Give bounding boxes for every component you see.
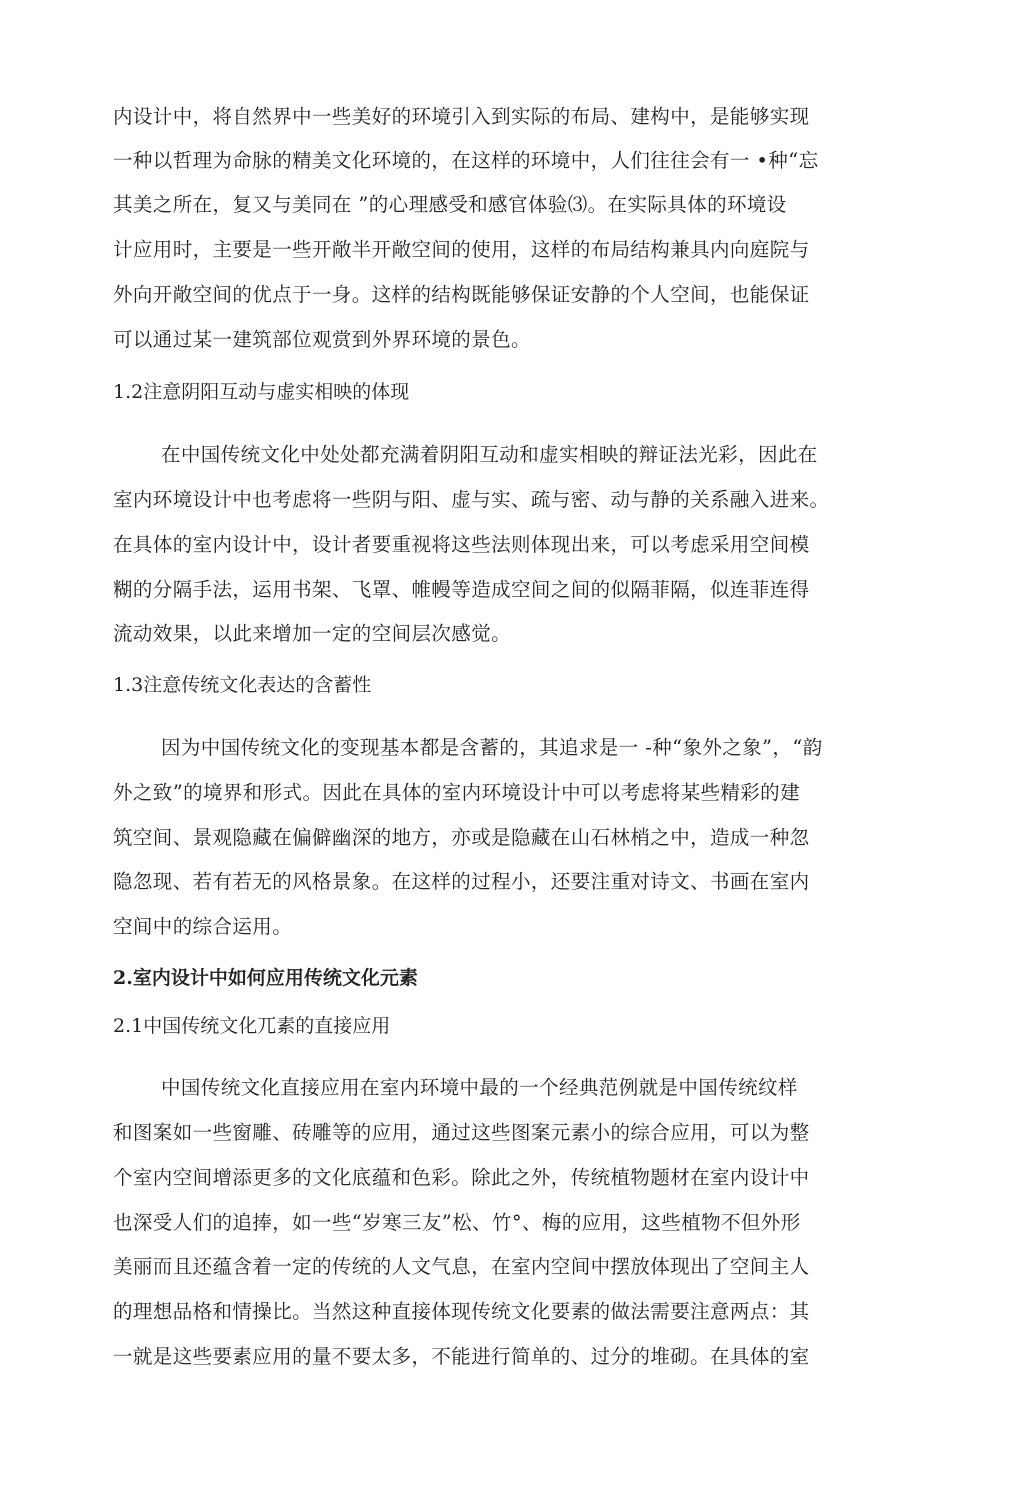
paragraph-line: 个室内空间增添更多的文化底蕴和色彩。除此之外，传统植物题材在室内设计中: [113, 1166, 810, 1189]
paragraph-line: 一种以哲理为命脉的精美文化环境的，在这样的环境中，人们往往会有一 •种“忘: [113, 149, 819, 172]
paragraph-line: 筑空间、景观隐藏在偏僻幽深的地方，亦或是隐藏在山石林梢之中，造成一种忽: [113, 826, 810, 849]
section-heading-1-3: 1.3注意传统文化表达的含蓄性: [113, 674, 372, 696]
paragraph-line: 一就是这些要素应用的量不要太多，不能进行简单的、过分的堆砌。在具体的室: [113, 1345, 810, 1368]
paragraph-line: 在中国传统文化中处处都充满着阴阳互动和虚实相映的辩证法光彩，因此在: [161, 443, 818, 466]
section-heading-1-2: 1.2注意阴阳互动与虚实相映的体现: [113, 381, 410, 403]
paragraph-line: 美丽而且还蕴含着一定的传统的人文气息，在室内空间中摆放体现出了空间主人: [113, 1255, 810, 1278]
paragraph-line: 也深受人们的追捧，如一些“岁寒三友”松、竹°、梅的应用，这些植物不但外形: [113, 1211, 801, 1234]
paragraph-line: 因为中国传统文化的变现基本都是含蓄的，其追求是一 -种“象外之象”，“韵: [161, 736, 823, 759]
paragraph-line: 糊的分隔手法，运用书架、飞罩、帷幔等造成空间之间的似隔菲隔，似连菲连得: [113, 578, 810, 601]
paragraph-line: 其美之所在，复又与美同在 ”的心理感受和感官体验⑶。在实际具体的环境设: [113, 193, 787, 216]
paragraph-line: 空间中的综合运用。: [113, 915, 293, 938]
paragraph-line: 室内环境设计中也考虑将一些阴与阳、虚与实、疏与密、动与静的关系融入进来。: [113, 488, 830, 511]
paragraph-line: 内设计中，将自然界中一些美好的环境引入到实际的布局、建构中，是能够实现: [113, 105, 810, 128]
section-heading-2-1: 2.1中国传统文化兀素的直接应用: [113, 1015, 391, 1037]
paragraph-line: 计应用时，主要是一些开敞半开敞空间的使用，这样的布局结构兼具内向庭院与: [113, 238, 810, 261]
paragraph-line: 在具体的室内设计中，设计者要重视将这些法则体现出来，可以考虑采用空间模: [113, 533, 810, 556]
paragraph-line: 可以通过某一建筑部位观赏到外界环境的景色。: [113, 328, 531, 351]
paragraph-line: 的理想品格和情操比。当然这种直接体现传统文化要素的做法需要注意两点：其: [113, 1300, 810, 1323]
paragraph-line: 外向开敞空间的优点于一身。这样的结构既能够保证安静的个人空间，也能保证: [113, 283, 810, 306]
paragraph-line: 和图案如一些窗雕、砖雕等的应用，通过这些图案元素小的综合应用，可以为整: [113, 1121, 810, 1144]
paragraph-line: 隐忽现、若有若无的风格景象。在这样的过程小，还要注重对诗文、书画在室内: [113, 870, 810, 893]
section-heading-2: 2.室内设计中如何应用传统文化元素: [113, 967, 418, 989]
paragraph-line: 流动效果，以此来增加一定的空间层次感觉。: [113, 622, 512, 645]
paragraph-line: 外之致”的境界和形式。因此在具体的室内环境设计中可以考虑将某些精彩的建: [113, 781, 800, 804]
paragraph-line: 中国传统文化直接应用在室内环境中最的一个经典范例就是中国传统纹样: [161, 1076, 798, 1099]
